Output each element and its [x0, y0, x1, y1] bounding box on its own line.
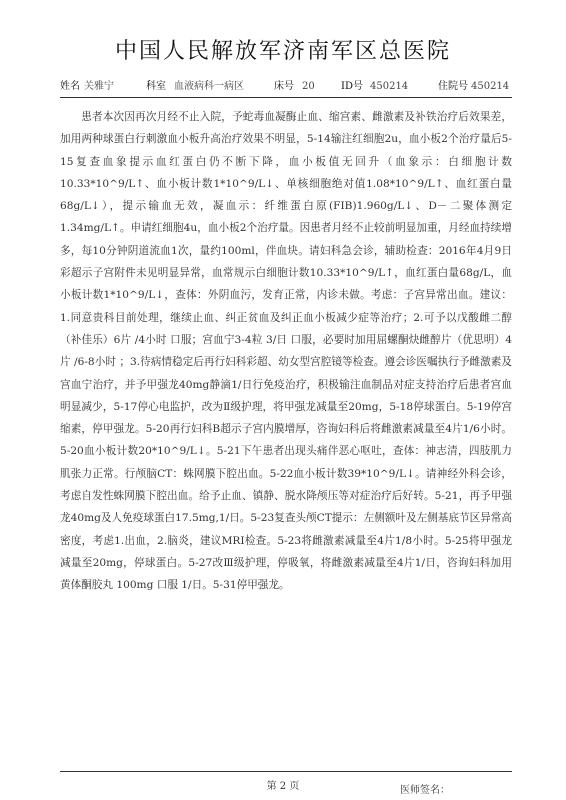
admission-number-value: 450214	[471, 81, 510, 92]
bed-value: 20	[302, 81, 315, 92]
id-value: 450214	[370, 81, 409, 92]
admission-number-label: 住院号	[438, 81, 468, 92]
id-label: ID号	[341, 81, 363, 92]
page-number: 第 2 页	[266, 781, 300, 792]
name-value: 关雅宁	[84, 81, 114, 92]
dept-value: 血液病科一病区	[174, 81, 244, 92]
dept-label: 科室	[146, 81, 166, 92]
physician-signature-label: 医师签名：	[400, 785, 450, 796]
bed-label: 床号	[274, 81, 294, 92]
hospital-title: 中国人民解放军济南军区总医院	[114, 39, 451, 64]
name-label: 姓名	[60, 81, 80, 92]
patient-info-row	[60, 79, 512, 95]
progress-note-text: 患者本次因再次月经不止入院，予蛇毒血凝酶止血、缩宫素、雌激素及补铁治疗后效果差，加用两种球蛋白行刺激血小板升高治疗效果不明显，5-14输注红细胞2u，血小板2个治疗量后5-15复查血象提示血红蛋白仍不断下降，血小板值无回升（血象示：白细胞计数10.33*10^9/L↑、血小板计数1*10^9/L↓、单核细胞绝对值1.08*10^9/L↑、血红蛋白量68g/L↓），提示输血无效，凝血示：纤维蛋白原(FIB)1.960g/L↓、D－二聚体测定1.34mg/L↑。申请红细胞4u，血小板2个治疗量。因患者月经不止较前明显加重，月经血持续增多，每10分钟阴道流血1次，量约100ml，伴血块。请妇科急会诊，辅助检查：2016年4月9日彩超示子宫附件未见明显异常，血常规示白细胞计数10.33*10^9/L↑，血红蛋白量68g/L，血小板计数1*10^9/L↓，查体：外阴血污，发育正常，内诊未做。考虑：子宫异常出血。建议：1.同意贵科目前处理，继续止血、纠正贫血及纠正血小板减少症等治疗；2.可予以戊酸雌二醇（补佳乐）6片 /4小时 口服；宫血宁3-4粒 3/日 口服，必要时加用屈螺酮炔雌醇片（优思明）4片 /6-8小时 ；3.待病情稳定后再行妇科彩超、幼女型宫腔镜等检查。遵会诊医嘱执行予雌激素及宫血宁治疗，并予甲强龙40mg静滴1/日行免疫治疗，积极输注血制品对症支持治疗后患者宫血明显减少，5-17停心电监护，改为Ⅱ级护理，将甲强龙减量至20mg，5-18停球蛋白。5-19停宫缩素，停甲强龙。5-20再行妇科B超示子宫内膜增厚，咨询妇科后将雌激素减量至4片1/6小时。5-20血小板计数20*10^9/L↓。5-21下午患者出现头痛伴恶心呕吐，查体：神志清，四肢肌力肌张力正常。行颅脑CT：蛛网膜下腔出血。5-22血小板计数39*10^9/L↓。请神经外科会诊，考虑自发性蛛网膜下腔出血。给予止血、镇静、脱水降颅压等对症治疗后好转。5-21，再予甲强龙40mg及人免疫球蛋白17.5mg,1/日。5-23复查头颅CT提示：左侧额叶及左侧基底节区异常高密度，考虑1.出血，2.脑炎，建议MRI检查。5-23将雌激素减量至4片1/8小时。5-25将甲强龙减量至20mg，停球蛋白。5-27改Ⅲ级护理，停吸氧，将雌激素减量至4片1/日，咨询妇科加用黄体酮胶丸 100mg 口服 1/日。5-31停甲强龙。	[60, 111, 512, 592]
header-divider	[60, 97, 512, 98]
footer-divider	[60, 771, 512, 772]
